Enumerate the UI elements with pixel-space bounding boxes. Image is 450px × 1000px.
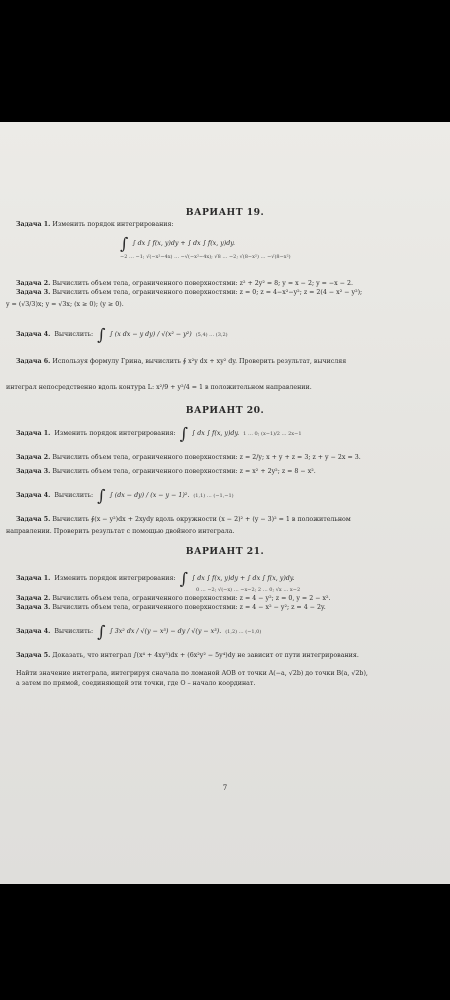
task-text: Изменить порядок интегрирования: [54, 429, 176, 437]
page-number: 7 [222, 784, 228, 792]
v21-task5-cont1: Найти значение интеграла, интегрируя сначала по ломаной AOB от точки A(−a, √2b) до точки B(a, √2b), [16, 670, 368, 677]
task-text: Вычислить объем тела, ограниченного поверхностями: z = 0; z = 4−x²−y²; z = 2(4 − x² − y²); [52, 289, 363, 296]
v21-task4 [16, 622, 436, 641]
v21-task2 [16, 595, 436, 604]
integration-limits: (5,4) … (3,2) [195, 331, 228, 338]
v19-task2 [16, 280, 436, 289]
task-label: Задача 4. [16, 627, 51, 635]
task-text: Вычислить: [54, 491, 94, 499]
formula: ∫ dx ∫ f(x, y)dy + ∫ dx ∫ f(x, y)dy. [191, 574, 295, 582]
integration-limits: −2 … −1; √(−x²−4x) … −√(−x²−4x); √8 … −2; √(8−x²) … −√(8−x²) [120, 254, 291, 260]
v21-task5-cont2: а затем по прямой, соединяющей эти точки, где O – начало координат. [16, 680, 256, 687]
formula: ∫ (dx − dy) / (x − y − 1)². [109, 491, 190, 499]
v19-task3-cont: y = (√3/3)x; y = √3x; (x ≥ 0); (y ≥ 0). [6, 301, 124, 308]
task-text: Доказать, что интеграл ∫(x⁴ + 4xy³)dx + (6x²y² − 5y⁴)dy не зависит от пути интегрирования. [52, 652, 359, 659]
v19-task1 [16, 221, 436, 230]
task-label: Задача 3. [16, 289, 51, 296]
integration-limits: (1,2) … (−1,0) [225, 628, 262, 635]
integration-limits: (1,1) … (−1,−1) [193, 492, 234, 499]
integral-sign: ∫ [97, 486, 106, 505]
task-text: Изменить порядок интегрирования: [52, 221, 174, 228]
task-text: Вычислить объем тела, ограниченного поверхностями: z = 4 − x² − y²; z = 4 − 2y. [52, 604, 326, 611]
task-label: Задача 1. [16, 429, 51, 437]
task-text: Вычислить объем тела, ограниченного поверхностями: z² + 2y² = 8; y = x − 2; y = −x − 2. [52, 280, 354, 287]
v21-task5 [16, 652, 436, 661]
task-label: Задача 5. [16, 516, 51, 523]
integral-sign: ∫ [97, 622, 106, 641]
exam-page [0, 122, 450, 884]
variant-20-title: ВАРИАНТ 20. [185, 405, 265, 416]
task-label: Задача 2. [16, 454, 51, 461]
task-text: Вычислить: [54, 627, 94, 635]
task-label: Задача 5. [16, 652, 51, 659]
integral-sign: ∫ [179, 569, 188, 588]
v20-task4 [16, 486, 436, 505]
formula: ∫ (x dx − y dy) / √(x² − y²) [109, 330, 192, 338]
v21-task1 [16, 569, 436, 595]
integral-sign: ∫ [179, 424, 188, 443]
v19-task6-cont: интеграл непосредственно вдоль контура L: x²/9 + y²/4 = 1 в положительном направлении. [6, 384, 312, 391]
integration-limits: 0 … −2; √(−x) … −x−2; 2 … 0; √x … x−2 [196, 587, 301, 593]
v20-task3 [16, 468, 436, 477]
task-text: Вычислить объем тела, ограниченного поверхностями: z = x² + 2y²; z = 8 − x². [52, 468, 316, 475]
task-label: Задача 3. [16, 604, 51, 611]
formula: ∫ 3x² dx / √(y − x³) − dy / √(y − x³). [109, 627, 222, 635]
task-text: Вычислить: [54, 330, 94, 338]
task-label: Задача 2. [16, 280, 51, 287]
v19-task6 [16, 358, 436, 367]
task-text: Используя формулу Грина, вычислить ∮ x²y dx + xy² dy. Проверить результат, вычисляя [52, 358, 347, 365]
task-label: Задача 4. [16, 491, 51, 499]
variant-19-title: ВАРИАНТ 19. [185, 207, 265, 218]
task-text: Вычислить объем тела, ограниченного поверхностями: z = 4 − y²; z = 0, y = 2 − x². [52, 595, 331, 602]
integral-sign: ∫ [97, 325, 106, 344]
v19-task1-formula [120, 234, 436, 262]
task-text: Вычислить объем тела, ограниченного поверхностями: z = 2/y; x + y + z = 3; z + y − 2x = 3. [52, 454, 361, 461]
v20-task2 [16, 454, 436, 463]
task-label: Задача 3. [16, 468, 51, 475]
task-text: Изменить порядок интегрирования: [54, 574, 176, 582]
task-label: Задача 6. [16, 358, 51, 365]
v19-task3 [16, 289, 436, 298]
task-label: Задача 1. [16, 574, 51, 582]
v21-task3 [16, 604, 436, 613]
variant-21-title: ВАРИАНТ 21. [185, 546, 265, 557]
formula: ∫ dx ∫ f(x, y)dy + ∫ dx ∫ f(x, y)dy. [132, 239, 235, 247]
v20-task5-cont: направлении. Проверить результат с помощью двойного интеграла. [6, 528, 235, 535]
task-label: Задача 4. [16, 330, 51, 338]
v20-task1 [16, 424, 436, 443]
integration-limits: 1 … 0; (x−1)/2 … 2x−1 [243, 430, 302, 437]
v20-task5 [16, 516, 436, 525]
integral-sign: ∫ [120, 234, 129, 253]
formula: ∫ dx ∫ f(x, y)dy. [191, 429, 240, 437]
v19-task4 [16, 325, 436, 344]
task-label: Задача 2. [16, 595, 51, 602]
task-text: Вычислить ∮(x − y²)dx + 2xydy вдоль окружности (x − 2)² + (y − 3)² = 1 в положительном [52, 516, 351, 523]
task-label: Задача 1. [16, 221, 51, 228]
